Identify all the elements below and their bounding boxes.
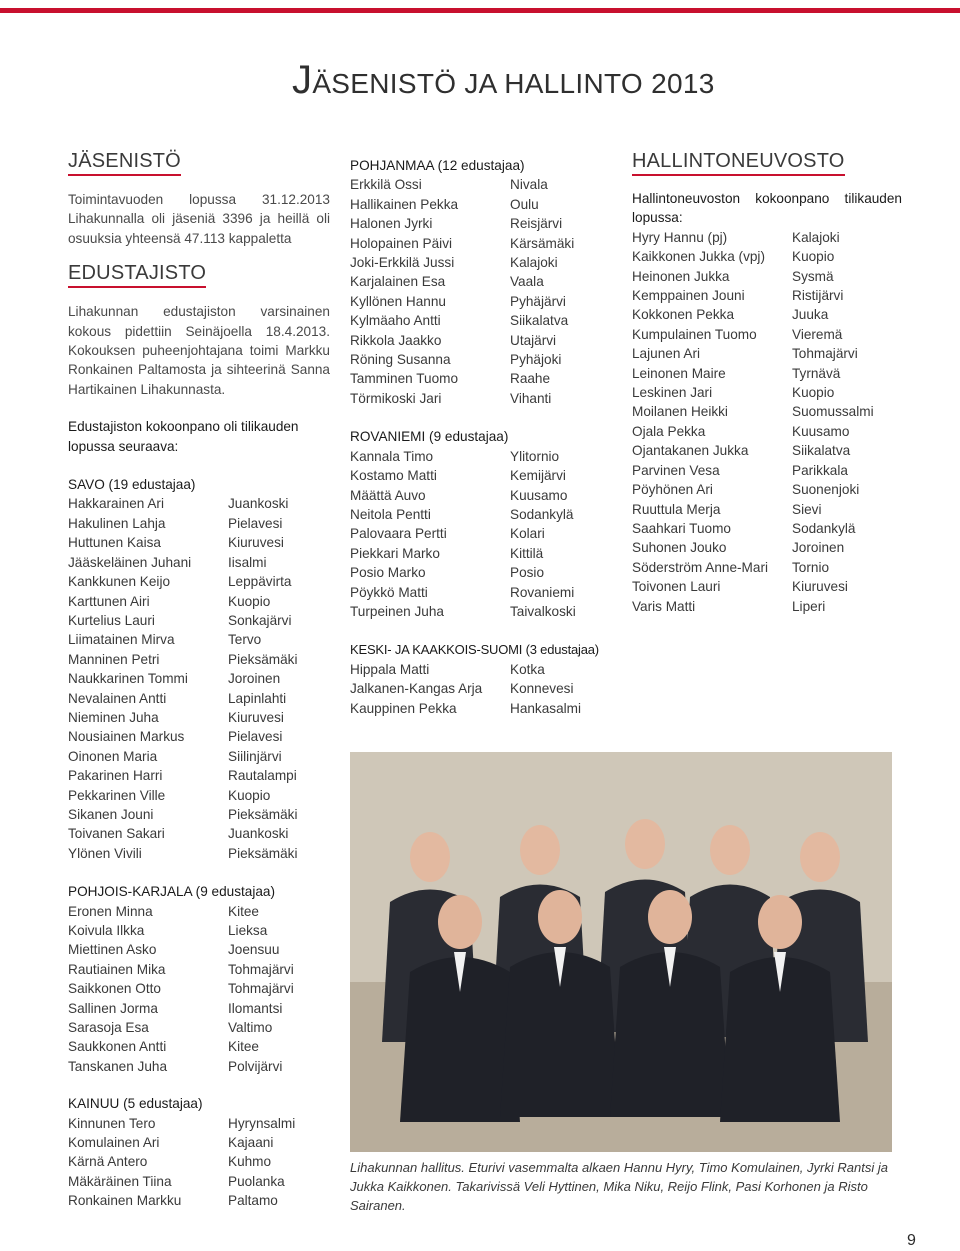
member-name: Kurtelius Lauri <box>68 612 155 628</box>
member-place: Ylitornio <box>510 448 560 464</box>
roster-row <box>632 383 902 402</box>
roster-row <box>68 1114 330 1133</box>
roster-row <box>632 364 902 383</box>
roster-row <box>68 921 330 940</box>
member-name: Pöykkö Matti <box>350 584 428 600</box>
roster-row <box>632 538 902 557</box>
photo-caption: Lihakunnan hallitus. Eturivi vasemmalta alkaen Hannu Hyry, Timo Komulainen, Jyrki Rantsi ja Jukka Kaikkonen. Takarivissä Veli Hyttinen, Mika Niku, Reijo Flink, Pasi Korhonen ja Risto Sairanen. <box>350 1160 888 1213</box>
member-place: Valtimo <box>228 1020 273 1036</box>
keski-kaakkois-list <box>350 660 620 718</box>
member-place: Juuka <box>792 307 829 323</box>
member-name: Lajunen Ari <box>632 346 701 362</box>
roster-row <box>632 305 902 324</box>
member-place: Lapinlahti <box>228 690 287 706</box>
member-name: Komulainen Ari <box>68 1135 160 1151</box>
member-place: Kiuruvesi <box>792 579 848 595</box>
member-place: Pielavesi <box>228 729 283 745</box>
pohjanmaa-list <box>350 175 620 408</box>
member-place: Sodankylä <box>510 506 574 522</box>
roster-row <box>68 553 330 572</box>
roster-row <box>350 272 620 291</box>
member-name: Jääskeläinen Juhani <box>68 554 192 570</box>
member-name: Koivula Ilkka <box>68 923 145 938</box>
board-group-photo <box>350 752 892 1152</box>
member-name: Hyry Hannu (pj) <box>632 229 728 245</box>
roster-row <box>632 519 902 538</box>
roster-row <box>68 940 330 959</box>
member-place: Kalajoki <box>792 229 840 245</box>
roster-row <box>350 331 620 350</box>
roster-row <box>68 1152 330 1171</box>
member-place: Utajärvi <box>510 332 557 348</box>
member-place: Tohmajärvi <box>792 346 858 362</box>
member-name: Tamminen Tuomo <box>350 371 459 387</box>
page-number: 9 <box>907 1232 916 1249</box>
group-photo-illustration <box>350 752 892 1152</box>
roster-row <box>68 708 330 727</box>
member-place: Kittilä <box>510 545 544 561</box>
member-name: Rautiainen Mika <box>68 961 166 977</box>
member-name: Posio Marko <box>350 565 426 581</box>
member-place: Tervo <box>228 632 262 648</box>
right-column <box>632 150 902 616</box>
member-place: Kalajoki <box>510 255 558 271</box>
roster-row <box>632 286 902 305</box>
roster-row <box>68 592 330 611</box>
member-name: Kinnunen Tero <box>68 1115 156 1131</box>
roster-row <box>68 533 330 552</box>
member-place: Kotka <box>510 661 545 677</box>
member-name: Saikkonen Otto <box>68 981 161 997</box>
member-name: Suhonen Jouko <box>632 540 727 556</box>
member-place: Juankoski <box>228 826 289 842</box>
member-name: Saukkonen Antti <box>68 1039 167 1055</box>
roster-row <box>350 524 620 543</box>
member-place: Kärsämäki <box>510 235 575 251</box>
member-place: Iisalmi <box>228 554 267 570</box>
roster-row <box>350 389 620 408</box>
member-name: Liimatainen Mirva <box>68 632 175 648</box>
member-name: Sarasoja Esa <box>68 1020 149 1036</box>
roster-row <box>68 1018 330 1037</box>
member-name: Sikanen Jouni <box>68 806 154 822</box>
middle-column <box>350 156 620 718</box>
member-place: Kiuruvesi <box>228 709 284 725</box>
member-name: Leskinen Jari <box>632 385 713 401</box>
member-place: Parikkala <box>792 462 848 478</box>
roster-row <box>350 214 620 233</box>
member-place: Tohmajärvi <box>228 981 294 997</box>
member-place: Rautalampi <box>228 768 297 784</box>
member-place: Tohmajärvi <box>228 961 294 977</box>
member-place: Kuhmo <box>228 1154 272 1170</box>
member-place: Hyrynsalmi <box>228 1115 296 1131</box>
roster-row <box>632 500 902 519</box>
keski-kaakkois-heading: KESKI- JA KAAKKOIS-SUOMI (3 edustajaa) <box>350 642 599 658</box>
member-name: Kauppinen Pekka <box>350 700 457 716</box>
roster-row <box>68 766 330 785</box>
pohjois-karjala-list <box>68 902 330 1077</box>
roster-row <box>68 727 330 746</box>
member-name: Nevalainen Antti <box>68 690 167 706</box>
member-place: Kiuruvesi <box>228 535 284 551</box>
member-name: Kärnä Antero <box>68 1154 148 1170</box>
member-place: Kitee <box>228 903 259 919</box>
roster-row <box>350 660 620 679</box>
roster-row <box>632 247 902 266</box>
member-place: Sonkajärvi <box>228 612 292 628</box>
member-place: Pieksämäki <box>228 806 298 822</box>
member-name: Pöyhönen Ari <box>632 482 713 498</box>
roster-row <box>632 461 902 480</box>
roster-row <box>68 902 330 921</box>
roster-row <box>68 1191 330 1210</box>
roster-row <box>68 805 330 824</box>
roster-row <box>350 234 620 253</box>
member-place: Taivalkoski <box>510 603 576 619</box>
kainuu-list <box>68 1114 330 1211</box>
member-name: Hallikainen Pekka <box>350 196 459 212</box>
member-name: Ruuttula Merja <box>632 501 721 517</box>
roster-row <box>350 350 620 369</box>
roster-row <box>350 563 620 582</box>
member-name: Ojantakanen Jukka <box>632 443 749 459</box>
member-place: Vihanti <box>510 390 552 406</box>
left-column <box>68 150 330 1211</box>
member-place: Kitee <box>228 1039 259 1055</box>
member-name: Piekkari Marko <box>350 545 440 561</box>
member-name: Turpeinen Juha <box>350 603 444 619</box>
member-name: Huttunen Kaisa <box>68 535 161 551</box>
member-place: Tornio <box>792 559 830 575</box>
roster-row <box>68 1133 330 1152</box>
member-name: Kaikkonen Jukka (vpj) <box>632 249 765 265</box>
member-name: Nousiainen Markus <box>68 729 185 745</box>
member-name: Kemppainen Jouni <box>632 288 745 304</box>
member-place: Kuopio <box>228 593 271 609</box>
member-place: Posio <box>510 565 545 581</box>
member-name: Palovaara Pertti <box>350 526 447 542</box>
member-place: Kuopio <box>228 787 271 803</box>
roster-row <box>68 786 330 805</box>
member-name: Pakarinen Harri <box>68 768 163 784</box>
member-place: Suonenjoki <box>792 482 860 498</box>
member-place: Joensuu <box>228 942 280 958</box>
roster-row <box>68 1172 330 1191</box>
member-place: Pyhäjoki <box>510 352 562 368</box>
member-place: Konnevesi <box>510 681 574 697</box>
member-place: Paltamo <box>228 1193 278 1209</box>
member-name: Kylmäaho Antti <box>350 313 441 329</box>
roster-row <box>68 999 330 1018</box>
member-name: Kokkonen Pekka <box>632 307 735 323</box>
member-name: Toivanen Sakari <box>68 826 165 842</box>
member-place: Siikalatva <box>792 443 851 459</box>
jasenisto-heading: JÄSENISTÖ <box>68 150 181 176</box>
member-name: Ylönen Vivili <box>68 845 142 861</box>
member-name: Pekkarinen Ville <box>68 787 166 803</box>
jasenisto-text: Toimintavuoden lopussa 31.12.2013 Lihakunnalla oli jäseniä 3396 ja heillä oli osuuksia yhteensä 47.113 kappaletta <box>68 192 330 246</box>
roster-row <box>68 669 330 688</box>
roster-row <box>350 369 620 388</box>
member-place: Kuusamo <box>510 487 568 503</box>
member-place: Vieremä <box>792 326 843 342</box>
member-place: Raahe <box>510 371 551 387</box>
roster-row <box>632 597 902 616</box>
member-place: Kuusamo <box>792 423 850 439</box>
roster-row <box>68 979 330 998</box>
member-name: Tanskanen Juha <box>68 1058 168 1074</box>
rovaniemi-list <box>350 447 620 622</box>
roster-row <box>350 699 620 718</box>
roster-row <box>350 544 620 563</box>
member-place: Ilomantsi <box>228 1000 283 1016</box>
member-place: Oulu <box>510 196 539 212</box>
roster-row <box>350 175 620 194</box>
roster-row <box>68 844 330 863</box>
roster-row <box>350 602 620 621</box>
member-name: Kostamo Matti <box>350 468 437 484</box>
hallintoneuvosto-intro: Hallintoneuvoston kokoonpano tilikauden lopussa: <box>632 191 902 226</box>
member-place: Leppävirta <box>228 574 292 590</box>
member-place: Kemijärvi <box>510 468 566 484</box>
roster-row <box>632 228 902 247</box>
member-place: Liperi <box>792 598 826 614</box>
member-place: Lieksa <box>228 923 268 938</box>
member-name: Hippala Matti <box>350 661 430 677</box>
member-name: Kankkunen Keijo <box>68 574 171 590</box>
roster-row <box>350 253 620 272</box>
member-name: Erkkilä Ossi <box>350 177 422 193</box>
member-name: Oinonen Maria <box>68 748 158 764</box>
page-title: JÄSENISTÖ JA HALLINTO 2013 <box>292 58 715 102</box>
roster-row <box>632 325 902 344</box>
member-name: Ojala Pekka <box>632 423 706 439</box>
member-name: Saahkari Tuomo <box>632 520 731 536</box>
roster-row <box>350 195 620 214</box>
roster-row <box>68 611 330 630</box>
roster-row <box>350 292 620 311</box>
member-name: Varis Matti <box>632 598 696 614</box>
member-place: Reisjärvi <box>510 216 563 232</box>
member-name: Moilanen Heikki <box>632 404 728 420</box>
roster-row <box>68 824 330 843</box>
roster-row <box>350 466 620 485</box>
member-name: Määttä Auvo <box>350 487 426 503</box>
roster-row <box>68 1057 330 1076</box>
member-place: Kuopio <box>792 385 835 401</box>
roster-row <box>632 402 902 421</box>
member-place: Hankasalmi <box>510 700 582 716</box>
member-name: Mäkäräinen Tiina <box>68 1173 172 1189</box>
member-name: Naukkarinen Tommi <box>68 671 188 687</box>
member-name: Leinonen Maire <box>632 365 726 381</box>
member-place: Siikalatva <box>510 313 569 329</box>
roster-row <box>350 583 620 602</box>
member-name: Parvinen Vesa <box>632 462 720 478</box>
roster-row <box>632 577 902 596</box>
savo-heading: SAVO (19 edustajaa) <box>68 477 196 493</box>
roster-row <box>350 679 620 698</box>
member-place: Joroinen <box>792 540 845 556</box>
member-name: Kyllönen Hannu <box>350 293 446 309</box>
member-name: Eronen Minna <box>68 903 153 919</box>
member-place: Polvijärvi <box>228 1058 283 1074</box>
roster-row <box>350 311 620 330</box>
member-name: Sallinen Jorma <box>68 1000 158 1016</box>
edustajisto-intro: Edustajiston kokoonpano oli tilikauden lopussa seuraava: <box>68 419 299 454</box>
member-place: Pieksämäki <box>228 651 298 667</box>
roster-row <box>632 267 902 286</box>
member-place: Sievi <box>792 501 822 517</box>
roster-row <box>68 494 330 513</box>
member-name: Röning Susanna <box>350 352 451 368</box>
member-place: Pielavesi <box>228 515 283 531</box>
member-name: Rikkola Jaakko <box>350 332 442 348</box>
pohjanmaa-heading: POHJANMAA (12 edustajaa) <box>350 158 525 173</box>
roster-row <box>68 747 330 766</box>
member-place: Puolanka <box>228 1173 285 1189</box>
member-name: Joki-Erkkilä Jussi <box>350 255 455 271</box>
member-name: Söderström Anne-Mari <box>632 559 768 575</box>
member-name: Hakulinen Lahja <box>68 515 166 531</box>
hallintoneuvosto-list <box>632 228 902 616</box>
roster-row <box>68 960 330 979</box>
member-place: Kajaani <box>228 1135 274 1151</box>
member-name: Törmikoski Jari <box>350 390 442 406</box>
kainuu-heading: KAINUU (5 edustajaa) <box>68 1096 203 1112</box>
roster-row <box>632 422 902 441</box>
member-name: Holopainen Päivi <box>350 235 453 251</box>
member-place: Kuopio <box>792 249 835 265</box>
roster-row <box>350 486 620 505</box>
roster-row <box>632 558 902 577</box>
member-place: Sodankylä <box>792 520 856 536</box>
roster-row <box>350 505 620 524</box>
member-name: Jalkanen-Kangas Arja <box>350 681 483 697</box>
member-place: Juankoski <box>228 496 289 512</box>
member-place: Pyhäjärvi <box>510 293 566 309</box>
roster-row <box>68 650 330 669</box>
roster-row <box>350 447 620 466</box>
member-place: Nivala <box>510 177 548 193</box>
roster-row <box>68 689 330 708</box>
member-place: Siilinjärvi <box>228 748 282 764</box>
edustajisto-heading: EDUSTAJISTO <box>68 262 206 288</box>
top-accent-bar <box>0 8 960 13</box>
member-place: Ristijärvi <box>792 288 844 304</box>
member-place: Suomussalmi <box>792 404 874 420</box>
member-name: Kannala Timo <box>350 448 434 464</box>
member-place: Tyrnävä <box>792 365 841 381</box>
roster-row <box>632 441 902 460</box>
member-place: Joroinen <box>228 671 281 687</box>
roster-row <box>68 572 330 591</box>
member-name: Ronkainen Markku <box>68 1193 182 1209</box>
member-place: Rovaniemi <box>510 584 575 600</box>
member-name: Karttunen Airi <box>68 593 150 609</box>
roster-row <box>68 514 330 533</box>
roster-row <box>68 630 330 649</box>
roster-row <box>68 1037 330 1056</box>
member-place: Vaala <box>510 274 544 290</box>
member-name: Kumpulainen Tuomo <box>632 326 757 342</box>
member-place: Sysmä <box>792 268 834 284</box>
member-name: Nieminen Juha <box>68 709 159 725</box>
member-name: Manninen Petri <box>68 651 160 667</box>
member-name: Toivonen Lauri <box>632 579 721 595</box>
hallintoneuvosto-heading: HALLINTONEUVOSTO <box>632 150 845 176</box>
member-name: Miettinen Asko <box>68 942 157 958</box>
member-name: Heinonen Jukka <box>632 268 730 284</box>
member-place: Pieksämäki <box>228 845 298 861</box>
member-name: Halonen Jyrki <box>350 216 433 232</box>
rovaniemi-heading: ROVANIEMI (9 edustajaa) <box>350 429 509 445</box>
roster-row <box>632 480 902 499</box>
savo-list <box>68 494 330 863</box>
member-name: Hakkarainen Ari <box>68 496 164 512</box>
pohjois-karjala-heading: POHJOIS-KARJALA (9 edustajaa) <box>68 884 276 900</box>
member-place: Kolari <box>510 526 545 542</box>
member-name: Karjalainen Esa <box>350 274 446 290</box>
roster-row <box>632 344 902 363</box>
edustajisto-text: Lihakunnan edustajiston varsinainen kokous pidettiin Seinäjoella 18.4.2013. Kokouksen puheenjohtajana toimi Markku Ronkainen Paltamosta ja sihteerinä Sanna Hartikainen Lihakunnasta. <box>68 304 330 397</box>
member-name: Neitola Pentti <box>350 506 431 522</box>
